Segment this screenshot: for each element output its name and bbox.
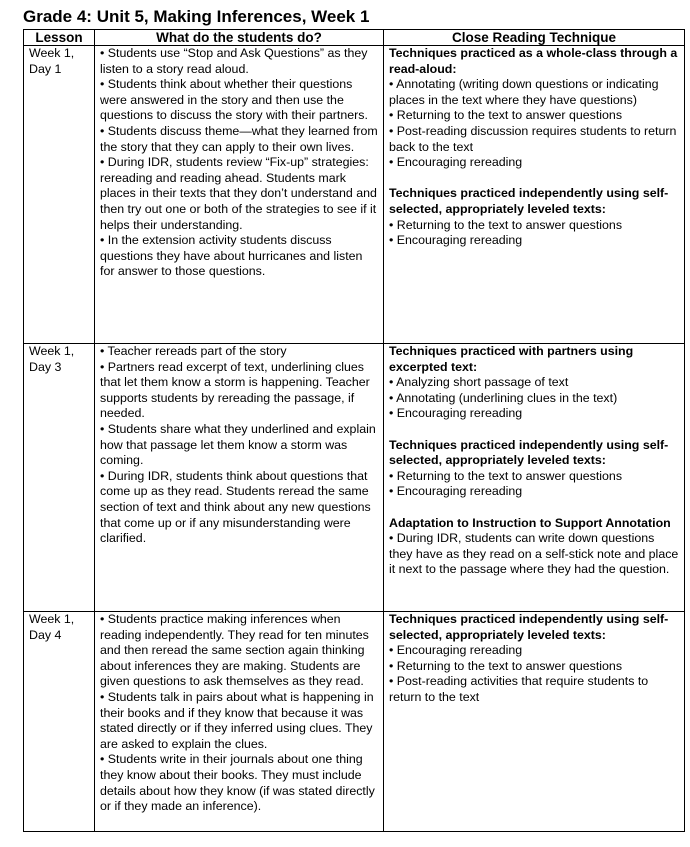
technique-item: • Returning to the text to answer questions xyxy=(389,108,623,123)
header-technique: Close Reading Technique xyxy=(384,30,685,46)
technique-item: • Encouraging rereading xyxy=(389,643,523,658)
section-spacer xyxy=(389,422,680,438)
student-activity: • Students discuss theme—what they learned from the story that they can apply to their own lives. xyxy=(100,123,378,154)
lesson-cell xyxy=(24,344,95,612)
technique-heading: Techniques practiced independently using self-selected, appropriately leveled texts: xyxy=(389,612,669,642)
students-cell xyxy=(95,344,384,612)
header-students: What do the students do? xyxy=(95,30,384,46)
student-activity: • During IDR, students review “Fix-up” strategies: rereading and reading ahead. Students mark places in their texts that they don’t understand and then try out one or both of the strategies to see if it helps their understanding. xyxy=(100,155,377,232)
student-activity: • Students write in their journals about one thing they know about their books. They must include details about how they know (if was stated directly or if they made an inference). xyxy=(100,752,375,814)
lesson-cell xyxy=(24,612,95,832)
lesson-plan-table xyxy=(23,29,685,832)
student-activity: • Students think about whether their questions were answered in the story and then use the questions to discuss the story with their partners. xyxy=(100,77,368,123)
technique-item: • Returning to the text to answer questions xyxy=(389,658,623,673)
lesson-day: Day 4 xyxy=(29,627,62,642)
technique-item: • Encouraging rereading xyxy=(389,406,523,421)
student-activity: • During IDR, students think about questions that come up as they read. Students reread the same section of text and think about any new questions that come up or if any misunderstanding were clarified. xyxy=(100,468,371,546)
technique-item: • Post-reading discussion requires students to return back to the text xyxy=(389,123,677,154)
technique-item: • Analyzing short passage of text xyxy=(389,375,569,390)
lesson-week: Week 1, xyxy=(29,344,75,358)
table-row xyxy=(24,344,685,612)
technique-cell xyxy=(384,344,685,612)
technique-item: • Annotating (writing down questions or indicating places in the text where they have questions) xyxy=(389,77,659,107)
lesson-cell xyxy=(24,46,95,344)
technique-heading: Techniques practiced with partners using excerpted text: xyxy=(389,344,634,374)
technique-item: • Post-reading activities that require students to return to the text xyxy=(389,674,649,704)
students-cell xyxy=(95,612,384,832)
section-spacer xyxy=(389,171,680,187)
header-lesson: Lesson xyxy=(24,30,95,46)
lesson-week: Week 1, xyxy=(29,46,75,60)
technique-cell xyxy=(384,46,685,344)
student-activity: • Partners read excerpt of text, underlining clues that let them know a storm is happening. Teacher supports students by rereading the passage, if needed. xyxy=(100,359,370,421)
student-activity: • Students practice making inferences when reading independently. They read for ten minutes and then reread the same section again thinking about inferences they are making. Students are given questions to ask themselves as they read. xyxy=(100,612,369,689)
lesson-week: Week 1, xyxy=(29,612,75,626)
technique-heading: Techniques practiced independently using self-selected, appropriately leveled texts: xyxy=(389,186,669,216)
table-row xyxy=(24,46,685,344)
technique-heading: Techniques practiced independently using self-selected, appropriately leveled texts: xyxy=(389,437,669,468)
technique-cell xyxy=(384,612,685,832)
technique-item: • Encouraging rereading xyxy=(389,233,523,248)
technique-item: • Encouraging rereading xyxy=(389,484,523,499)
students-cell xyxy=(95,46,384,344)
section-spacer xyxy=(389,500,680,516)
student-activity: • Students talk in pairs about what is happening in their books and if they know that because it was stated directly or if they inferred using clues. They are asked to explain the clues. xyxy=(100,689,374,751)
student-activity: • In the extension activity students discuss questions they have about hurricanes and listen for answer to those questions. xyxy=(100,233,363,279)
page-title: Grade 4: Unit 5, Making Inferences, Week 1 xyxy=(23,7,370,26)
lesson-day: Day 3 xyxy=(29,359,62,374)
lesson-day: Day 1 xyxy=(29,61,62,76)
table-row xyxy=(24,612,685,832)
technique-item: • During IDR, students can write down questions they have as they read on a self-stick note and place it next to the passage where they had the question. xyxy=(389,531,679,577)
student-activity: • Students use “Stop and Ask Questions” as they listen to a story read aloud. xyxy=(100,46,368,76)
technique-item: • Returning to the text to answer questions xyxy=(389,468,623,483)
technique-item: • Annotating (underlining clues in the text) xyxy=(389,390,618,405)
student-activity: • Students share what they underlined and explain how that passage let them know a storm was coming. xyxy=(100,421,376,468)
technique-heading: Adaptation to Instruction to Support Annotation xyxy=(389,515,671,530)
table-header-row xyxy=(24,30,685,46)
technique-item: • Encouraging rereading xyxy=(389,155,523,170)
technique-item: • Returning to the text to answer questions xyxy=(389,217,623,232)
technique-heading: Techniques practiced as a whole-class through a read-aloud: xyxy=(389,46,678,76)
student-activity: • Teacher rereads part of the story xyxy=(100,344,287,358)
